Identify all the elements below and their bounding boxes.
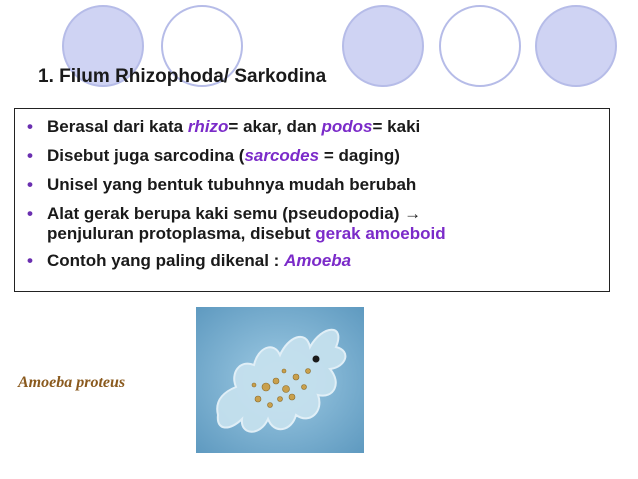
deco-circle-3 <box>343 6 423 86</box>
amoeba-image <box>196 307 364 453</box>
bullet-item-4: • Alat gerak berupa kaki semu (pseudopodia) → penjuluran protoplasma, disebut gerak amoeboid <box>25 204 601 244</box>
image-caption: Amoeba proteus <box>18 374 126 391</box>
content-box <box>14 108 610 292</box>
amoeba-photo <box>196 307 364 453</box>
bullet-list <box>25 117 601 280</box>
bullet-item-5: • Contoh yang paling dikenal : Amoeba <box>25 251 601 271</box>
deco-circle-5 <box>536 6 616 86</box>
arrow-icon: → <box>404 204 422 223</box>
bullet-item-1: • Berasal dari kata rhizo= akar, dan podos= kaki <box>25 117 601 137</box>
bullet-item-3: • Unisel yang bentuk tubuhnya mudah berubah <box>25 175 601 195</box>
deco-circle-4 <box>440 6 520 86</box>
bullet-item-2: • Disebut juga sarcodina (sarcodes = daging) <box>25 146 601 166</box>
slide-title: 1. Filum Rhizophoda/ Sarkodina <box>38 66 327 87</box>
